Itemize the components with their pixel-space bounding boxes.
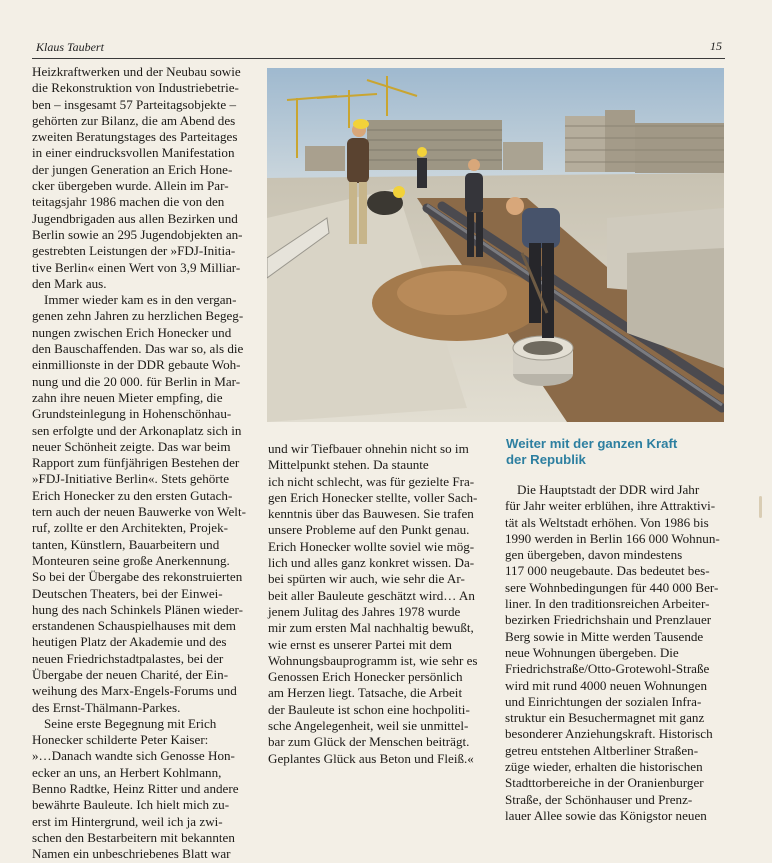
text-line: ben – insgesamt 57 Parteitagsobjekte – <box>32 96 237 112</box>
text-line: gen Erich Honecker stellte, voller Sach- <box>268 489 478 505</box>
section-heading-line-2: der Republik <box>506 452 586 467</box>
text-column-2 <box>268 441 500 767</box>
text-line: für Jahr weiter erblühen, ihre Attraktivi- <box>505 498 716 514</box>
text-line: nung und die 20 000. für Berlin in Mar- <box>32 373 241 389</box>
text-line: besonderer Anziehungskraft. Historisch <box>505 726 713 742</box>
text-line: gen übergeben, davon mindestens <box>505 547 683 563</box>
text-line: Berg sowie in Mitte werden Tausende <box>505 628 704 644</box>
running-head-author: Klaus Taubert <box>36 40 104 54</box>
text-line: Geplantes Glück aus Beton und Fleiß.« <box>268 750 474 766</box>
text-line: tät als Weltstadt erhöhen. Von 1986 bis <box>505 514 709 530</box>
text-line: unsere Probleme auf den Punkt genau. <box>268 522 470 538</box>
text-line: Namen ein unbeschriebenes Blatt war <box>32 846 231 862</box>
text-line: jenem Julitag des Jahres 1978 wurde <box>268 603 461 619</box>
text-line: Mittelpunkt stehen. Da staunte <box>268 457 429 473</box>
text-line: und Einrichtungen der sozialen Infra- <box>505 693 702 709</box>
text-line: lich und alles ganz konkret wissen. Da- <box>268 555 475 571</box>
text-line: Friedrichstraße/Otto-Grotewohl-Straße <box>505 661 710 677</box>
text-line: Jugendbrigaden aus allen Bezirken und <box>32 210 238 226</box>
text-line: sen erfolgte und der Arkonaplatz sich in <box>32 422 242 438</box>
text-line: tern auch der neuen Bauwerke von Welt- <box>32 504 246 520</box>
text-line: »FDJ-Initiative Berlin«. Stets gehörte <box>32 471 230 487</box>
text-line: ruf, zollte er den Architekten, Projek- <box>32 520 228 536</box>
text-line: heutigen Platz der Akademie und des <box>32 634 227 650</box>
text-line: Stadttorbereiche in der Oranienburger <box>505 775 704 791</box>
text-line: nungen zwischen Erich Honecker und <box>32 324 232 340</box>
text-line: gehörten zur Bilanz, die am Abend des <box>32 112 236 128</box>
text-line: Monteuren seine große Anerkennung. <box>32 552 230 568</box>
text-line: wird mit rund 4000 neuen Wohnungen <box>505 677 707 693</box>
text-line: »…Danach wandte sich Genosse Hon- <box>32 748 235 764</box>
text-line: den Bauschaffenden. Das war so, als die <box>32 341 244 357</box>
text-line: des Ernst-Thälmann-Parkes. <box>32 699 181 715</box>
text-line: schen den Bestarbeitern mit bekannten <box>32 829 235 845</box>
construction-site-photo <box>267 68 724 422</box>
text-line: teitagsjahr 1986 machen die von den <box>32 194 225 210</box>
text-line: struktur ein Besuchermagnet mit ganz <box>505 710 705 726</box>
text-line: 1990 werden in Berlin 166 000 Wohnun- <box>505 530 720 546</box>
text-line: bewährte Bauleute. Ich hielt mich zu- <box>32 797 230 813</box>
text-line: Benno Radtke, Heinz Ritter und andere <box>32 781 239 797</box>
text-line: ecker an uns, an Herbert Kohlmann, <box>32 764 222 780</box>
text-line: neue Wohnungen übergeben. Die <box>505 644 679 660</box>
text-line: Seine erste Begegnung mit Erich <box>44 715 217 731</box>
paragraph <box>32 716 264 863</box>
text-line: bei spürten wir auch, wie sehr die Ar- <box>268 571 465 587</box>
text-line: züge wieder, erhalten die historischen <box>505 759 703 775</box>
page-edge-mark <box>759 496 762 518</box>
section-heading <box>506 436 728 468</box>
text-line: kenntnis über das Bauwesen. Sie trafen <box>268 506 474 522</box>
text-line: zweiten Beratungstages des Parteitages <box>32 129 238 145</box>
text-line: Straße, der Schönhauser und Prenz- <box>505 791 693 807</box>
text-line: und wir Tiefbauer ohnehin nicht so im <box>268 441 469 456</box>
paragraph <box>268 441 500 767</box>
text-line: am Herzen liegt. Tatsache, die Arbeit <box>268 685 463 701</box>
text-line: genen zehn Jahren zu herzlichen Begeg- <box>32 308 244 324</box>
text-line: neuen Friedrichstadtpalastes, bei der <box>32 650 224 666</box>
text-line: bar zum Glück der Menschen beiträgt. <box>268 734 470 750</box>
text-line: getreu entstehen Altberliner Straßen- <box>505 742 699 758</box>
text-line: einmillionste in der DDR gebaute Woh- <box>32 357 241 373</box>
text-line: wie ernst es unserer Partei mit dem <box>268 636 452 652</box>
text-line: der Bauleute ist schon eine hochpoliti- <box>268 701 470 717</box>
text-line: bezirken Friedrichshain und Prenzlauer <box>505 612 712 628</box>
text-line: Heizkraftwerken und der Neubau sowie <box>32 64 241 79</box>
text-line: 117 000 neugebaute. Das bedeutet bes- <box>505 563 710 579</box>
text-line: Erich Honecker zu den ersten Gutach- <box>32 487 233 503</box>
header-rule <box>32 58 725 59</box>
text-line: Honecker schilderte Peter Kaiser: <box>32 732 209 748</box>
text-line: Rapport zum fünfjährigen Bestehen der <box>32 455 240 471</box>
paragraph <box>32 292 264 716</box>
text-line: gestrebten Leistungen der »FDJ-Initia- <box>32 243 236 259</box>
text-line: Immer wieder kam es in den vergan- <box>44 292 237 308</box>
text-line: ich nicht schlecht, was für gezielte Fra- <box>268 473 475 489</box>
text-line: erst im Hintergrund, weil ich ja zwi- <box>32 813 223 829</box>
text-line: in einer eindrucksvollen Manifestation <box>32 145 235 161</box>
text-line: sere Wohnbedingungen für 440 000 Ber- <box>505 579 719 595</box>
text-line: sche Angelegenheit, weil sie unmittel- <box>268 718 469 734</box>
text-line: zahn ihre neuen Mieter empfing, die <box>32 389 223 405</box>
text-line: Genossen Erich Honecker persönlich <box>268 669 463 685</box>
text-line: Übergabe der neuen Charité, der Ein- <box>32 666 229 682</box>
text-line: die Rekonstruktion von Industriebetrie- <box>32 80 239 96</box>
text-column-1 <box>32 64 264 863</box>
text-line: Deutschen Theaters, bei der Einwei- <box>32 585 223 601</box>
text-column-3 <box>505 482 727 824</box>
text-line: tanten, Künstlern, Bauarbeitern und <box>32 536 220 552</box>
text-line: neuer Schönheit zeigte. Das war beim <box>32 438 231 454</box>
text-line: Erich Honecker wollte soviel wie mög- <box>268 538 475 554</box>
text-line: erstandenen Schauspielhauses mit dem <box>32 618 236 634</box>
text-line: weihung des Marx-Engels-Forums und <box>32 683 237 699</box>
text-line: den Mark aus. <box>32 275 107 291</box>
text-line: Grundsteinlegung in Hohenschönhau- <box>32 406 232 422</box>
page-number: 15 <box>710 39 722 53</box>
paragraph <box>505 482 727 824</box>
text-line: Berlin sowie an 295 Jugendobjekten an- <box>32 226 243 242</box>
text-line: cker übergeben wurde. Allein im Par- <box>32 178 229 194</box>
text-line: mir zum ersten Mal nachhaltig bewußt, <box>268 620 474 636</box>
text-line: tive Berlin« einen Wert von 3,9 Milliar- <box>32 259 241 275</box>
text-line: lauer Allee sowie das Königstor neuen <box>505 807 707 823</box>
text-line: liner. In den traditionsreichen Arbeiter- <box>505 596 710 612</box>
section-heading-line-1: Weiter mit der ganzen Kraft <box>506 436 678 451</box>
text-line: Die Hauptstadt der DDR wird Jahr <box>517 482 700 497</box>
text-line: der jungen Generation an Erich Hone- <box>32 161 233 177</box>
text-line: So bei der Übergabe des rekonstruierten <box>32 569 243 585</box>
text-line: Wohnungsbauprogramm ist, wie sehr es <box>268 652 478 668</box>
paragraph <box>32 64 264 292</box>
text-line: beit aller Bauleute geschätzt wird… An <box>268 587 475 603</box>
text-line: hung des nach Schinkels Plänen wieder- <box>32 601 244 617</box>
